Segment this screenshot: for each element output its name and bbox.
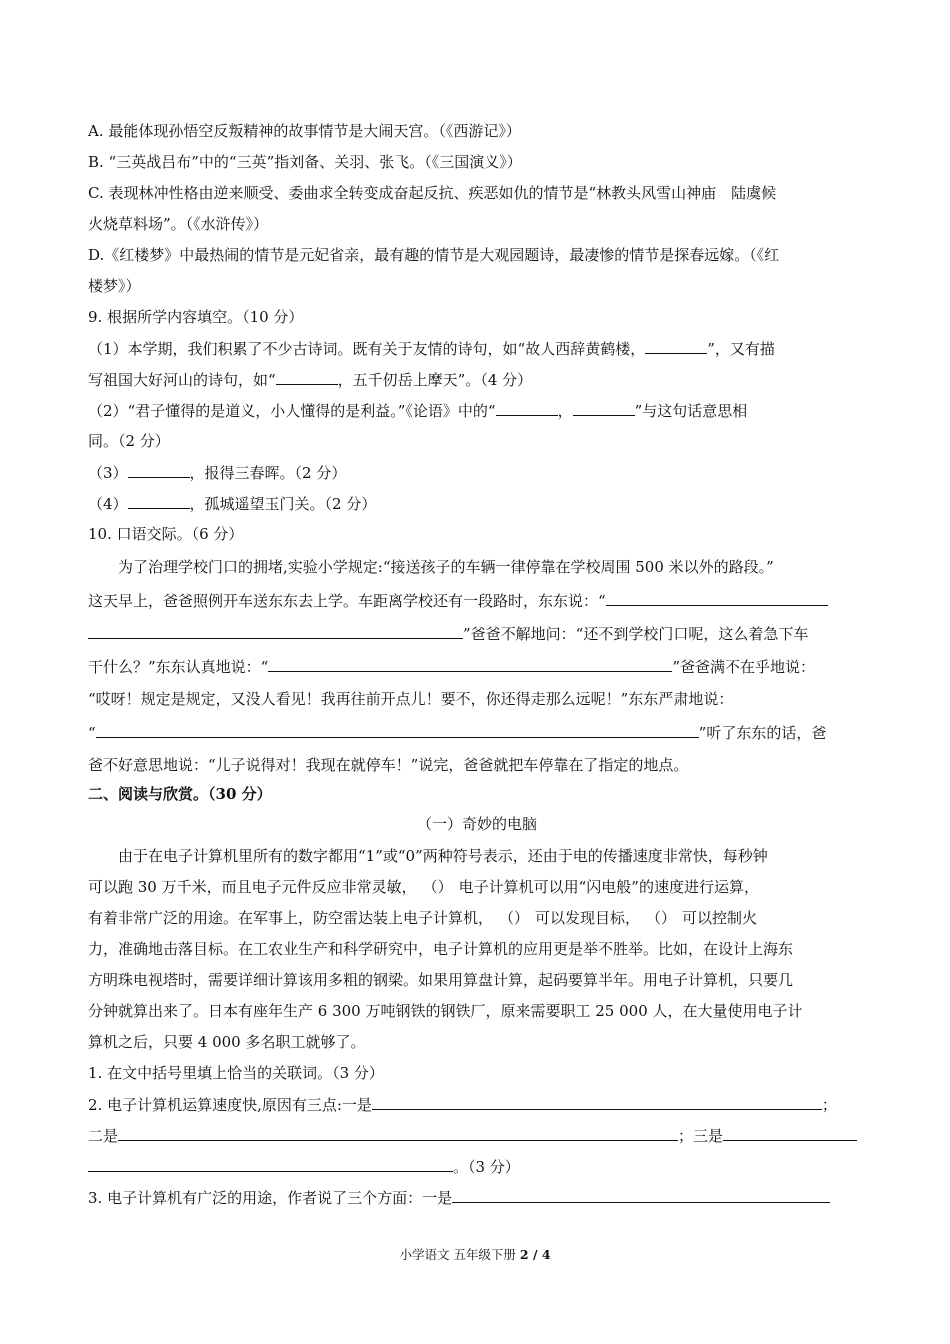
footer-label: 小学语文 五年级下册 (399, 1247, 520, 1262)
page-number: 2 / 4 (519, 1247, 551, 1262)
answer-blank[interactable] (723, 1126, 857, 1141)
question-text: 3. 电子计算机有广泛的用途，作者说了三个方面：一是 (88, 1189, 453, 1207)
reading-question-2-line1 (88, 1095, 866, 1114)
q8-option-b: B. “三英战吕布”中的“三英”指刘备、关羽、张飞。（《三国演义》） (88, 153, 522, 171)
answer-parenthesis[interactable] (417, 878, 459, 896)
page-footer (0, 1247, 950, 1263)
passage-text: 可以发现目标， (535, 909, 641, 927)
passage-line1: 由于在电子计算机里所有的数字都用“1”或“0”两种符号表示，还由于电的传播速度非常快，每秒钟 (118, 847, 768, 865)
answer-blank[interactable] (88, 624, 463, 639)
q9-part1-text: ”，又有描 (707, 340, 775, 358)
answer-blank[interactable] (606, 591, 828, 606)
answer-blank[interactable] (88, 1157, 453, 1172)
q9-part3 (88, 463, 866, 482)
q8-option-a: A. 最能体现孙悟空反叛精神的故事情节是大闹天宫。（《西游记》） (88, 122, 521, 140)
question-text: 2. 电子计算机运算速度快,原因有三点:一是 (88, 1096, 372, 1114)
answer-blank[interactable] (118, 1126, 678, 1141)
passage-title: （一）奇妙的电脑 (416, 815, 537, 833)
q9-part1-text: （1）本学期，我们积累了不少古诗词。既有关于友情的诗句，如“故人西辞黄鹤楼， (88, 340, 646, 358)
q10-paragraph-line6 (88, 723, 866, 742)
q8-option-d-line1: D.《红楼梦》中最热闹的情节是元妃省亲，最有趣的情节是大观园题诗，最凄惨的情节是探春远嫁。（《红 (88, 246, 780, 264)
passage-text: 有着非常广泛的用途。在军事上，防空雷达装上电子计算机， (88, 909, 494, 927)
section-heading: 二、阅读与欣赏。（30 分） (88, 785, 272, 803)
q9-part2-line2: 同。（2 分） (88, 432, 170, 450)
question-text: ；三是 (678, 1127, 724, 1145)
reading-question-1: 1. 在文中括号里填上恰当的关联词。（3 分） (88, 1064, 384, 1082)
answer-blank[interactable] (496, 401, 558, 416)
answer-parenthesis[interactable] (640, 909, 682, 927)
answer-blank[interactable] (452, 1188, 830, 1203)
q10-paragraph-line4 (88, 657, 866, 676)
passage-line4: 力，准确地击落目标。在工农业生产和科学研究中，电子计算机的应用更是举不胜举。比如，在设计上海东 (88, 940, 794, 958)
q9-part4 (88, 494, 866, 513)
question-text: ； (821, 1096, 837, 1114)
q9-part2-text: （2）“君子懂得的是道义，小人懂得的是利益。”《论语》中的“ (88, 402, 496, 420)
q9-part4-text: ，孤城遥望玉门关。（2 分） (189, 495, 377, 513)
q9-part4-text: （4） (88, 495, 128, 513)
q9-title: 9. 根据所学内容填空。（10 分） (88, 308, 304, 326)
q10-title: 10. 口语交际。（6 分） (88, 525, 244, 543)
q10-text: ”爸爸满不在乎地说： (672, 658, 816, 676)
q10-text: ”听了东东的话，爸 (698, 724, 827, 742)
q10-paragraph-line7: 爸不好意思地说：“儿子说得对！我现在就停车！”说完，爸爸就把车停靠在了指定的地点。 (88, 756, 689, 774)
answer-blank[interactable] (573, 401, 635, 416)
answer-blank[interactable] (96, 723, 699, 738)
question-text: 。（3 分） (453, 1158, 520, 1176)
q8-option-c-line2: 火烧草料场”。（《水浒传》） (88, 215, 269, 233)
passage-line6: 分钟就算出来了。日本有座年生产 6 300 万吨钢铁的钢铁厂，原来需要职工 25 000 人，在大量使用电子计 (88, 1002, 803, 1020)
q9-part1-text: 写祖国大好河山的诗句，如“ (88, 371, 276, 389)
answer-parenthesis[interactable] (493, 909, 535, 927)
q9-part3-text: ，报得三春晖。（2 分） (189, 464, 347, 482)
q10-paragraph-line2 (88, 591, 866, 610)
answer-blank[interactable] (645, 339, 707, 354)
q9-part1-line2 (88, 370, 866, 389)
q9-part1-text: ，五千仞岳上摩天”。（4 分） (337, 371, 533, 389)
question-text: 二是 (88, 1127, 119, 1145)
q9-part2-text: ”与这句话意思相 (634, 402, 748, 420)
q9-part1-line1 (88, 339, 866, 358)
passage-line3 (88, 909, 866, 927)
q10-text: 这天早上，爸爸照例开车送东东去上学。车距离学校还有一段路时，东东说：“ (88, 592, 606, 610)
q10-paragraph-line5: “哎呀！规定是规定，又没人看见！我再往前开点儿！要不，你还得走那么远呢！”东东严肃地说： (88, 690, 734, 708)
reading-question-2-line3 (88, 1157, 866, 1176)
passage-line7: 算机之后，只要 4 000 多名职工就够了。 (88, 1033, 366, 1051)
q9-part2-line1 (88, 401, 866, 420)
reading-question-2-line2 (88, 1126, 866, 1145)
passage-line5: 方明珠电视塔时，需要详细计算该用多粗的钢梁。如果用算盘计算，起码要算半年。用电子计算机，只要几 (88, 971, 794, 989)
reading-question-3-line1 (88, 1188, 866, 1207)
q9-part2-text: ， (557, 402, 573, 420)
q10-text: 干什么？”东东认真地说：“ (88, 658, 269, 676)
answer-blank[interactable] (128, 463, 190, 478)
answer-blank[interactable] (268, 657, 672, 672)
q10-paragraph-line3 (88, 624, 866, 643)
q8-option-c-line1: C. 表现林冲性格由逆来顺受、委曲求全转变成奋起反抗、疾恶如仇的情节是“林教头风雪山神庙 陆虞候 (88, 184, 777, 202)
answer-blank[interactable] (372, 1095, 822, 1110)
passage-text: 可以控制火 (682, 909, 758, 927)
q10-paragraph-line1: 为了治理学校门口的拥堵,实验小学规定:“接送孩子的车辆一律停靠在学校周围 500 米以外的路段。” (118, 558, 774, 576)
q8-option-d-line2: 楼梦》） (88, 277, 141, 295)
passage-text: 电子计算机可以用“闪电般”的速度进行运算， (458, 878, 759, 896)
answer-blank[interactable] (128, 494, 190, 509)
answer-blank[interactable] (276, 370, 338, 385)
q10-text: ”爸爸不解地问：“还不到学校门口呢，这么着急下车 (463, 625, 809, 643)
q9-part3-text: （3） (88, 464, 128, 482)
passage-text: 可以跑 30 万千米，而且电子元件反应非常灵敏， (88, 878, 417, 896)
passage-line2 (88, 878, 866, 896)
q10-text: “ (88, 724, 96, 742)
